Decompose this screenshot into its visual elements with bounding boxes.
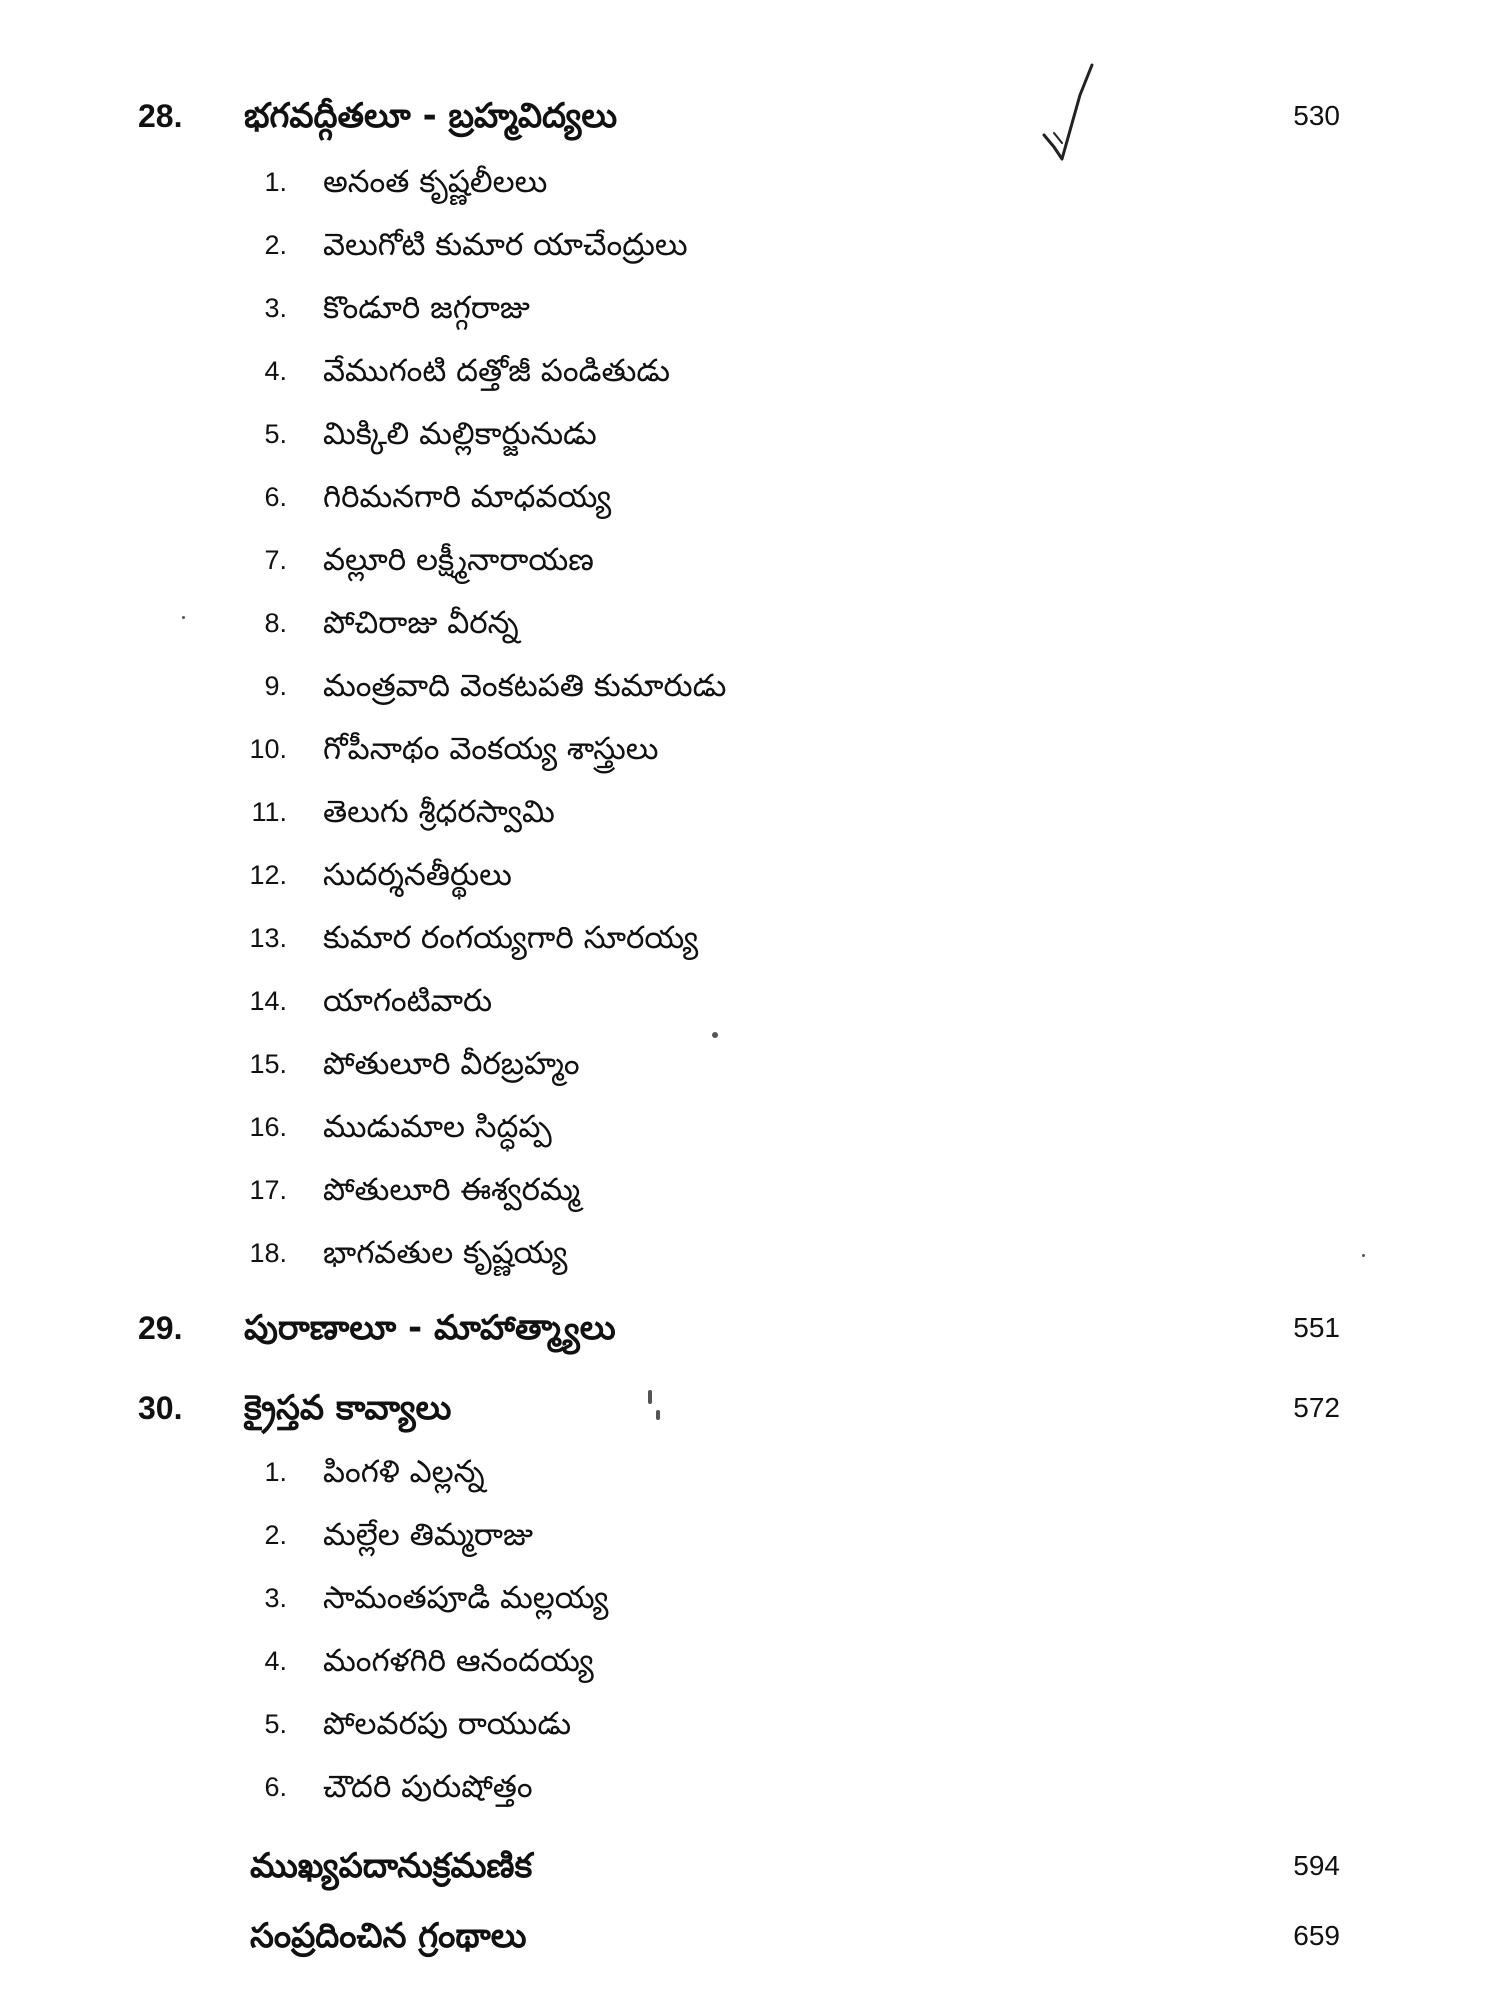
item-text: భాగవతుల కృష్ణయ్య [323, 1235, 568, 1271]
appendix-title: ముఖ్యపదానుక్రమణిక [250, 1846, 533, 1886]
appendix-title: సంప్రదించిన గ్రంథాలు [250, 1916, 527, 1956]
item-number: 6. [264, 482, 287, 512]
list-item[interactable] [0, 847, 1500, 903]
item-number: 1. [264, 167, 287, 197]
item-text: వెలుగోటి కుమార యాచేంద్రులు [323, 227, 688, 263]
item-number: 3. [264, 293, 287, 323]
item-text: ముడుమాల సిద్ధప్ప [323, 1109, 552, 1145]
section-title: భగవద్గీతలూ - బ్రహ్మవిద్యలు [244, 96, 618, 136]
item-number: 13. [249, 923, 287, 953]
item-number: 18. [249, 1238, 287, 1268]
list-item[interactable] [0, 595, 1500, 651]
item-text: మంత్రవాది వెంకటపతి కుమారుడు [323, 668, 727, 704]
item-number: 3. [264, 1583, 287, 1613]
item-text: వల్లూరి లక్ష్మీనారాయణ [323, 542, 594, 578]
page-number: 594 [1293, 1850, 1340, 1881]
item-text: మంగళగిరి ఆనందయ్య [323, 1643, 594, 1679]
list-item[interactable] [0, 1099, 1500, 1155]
list-item[interactable] [0, 406, 1500, 462]
item-text: కొండూరి జగ్గరాజు [323, 290, 530, 326]
item-text: గోపీనాథం వెంకయ్య శాస్త్రులు [323, 731, 659, 767]
list-item[interactable] [0, 217, 1500, 273]
item-number: 2. [264, 230, 287, 260]
item-number: 8. [264, 608, 287, 638]
list-item[interactable] [0, 1633, 1500, 1689]
item-number: 17. [249, 1175, 287, 1205]
page-number: 551 [1293, 1312, 1340, 1343]
list-item[interactable] [0, 784, 1500, 840]
item-number: 10. [249, 734, 287, 764]
item-text: కుమార రంగయ్యగారి సూరయ్య [323, 920, 699, 956]
section-number: 30. [138, 1390, 183, 1426]
item-text: పింగళి ఎల్లన్న [323, 1454, 485, 1490]
list-item[interactable] [0, 1759, 1500, 1815]
item-text: మల్లేల తిమ్మరాజు [323, 1517, 533, 1553]
list-item[interactable] [0, 658, 1500, 714]
list-item[interactable] [0, 469, 1500, 525]
section-number: 29. [138, 1310, 183, 1346]
list-item[interactable] [0, 721, 1500, 777]
list-item[interactable] [0, 154, 1500, 210]
item-number: 14. [249, 986, 287, 1016]
list-item[interactable] [0, 1696, 1500, 1752]
section-heading[interactable] [0, 1380, 1500, 1436]
list-item[interactable] [0, 973, 1500, 1029]
item-number: 6. [264, 1772, 287, 1802]
list-item[interactable] [0, 532, 1500, 588]
item-text: తెలుగు శ్రీధరస్వామి [323, 794, 555, 830]
item-number: 16. [249, 1112, 287, 1142]
item-text: గిరిమనగారి మాధవయ్య [323, 479, 612, 515]
section-number: 28. [138, 98, 183, 134]
list-item[interactable] [0, 1036, 1500, 1092]
list-item[interactable] [0, 1444, 1500, 1500]
item-number: 4. [264, 356, 287, 386]
item-number: 1. [264, 1457, 287, 1487]
item-text: వేముగంటి దత్తోజీ పండితుడు [323, 353, 671, 389]
section-heading[interactable] [0, 1300, 1500, 1356]
item-number: 4. [264, 1646, 287, 1676]
list-item[interactable] [0, 910, 1500, 966]
item-text: అనంత కృష్ణలీలలు [323, 164, 548, 200]
item-number: 7. [264, 545, 287, 575]
item-number: 5. [264, 419, 287, 449]
item-number: 9. [264, 671, 287, 701]
appendix-heading[interactable] [0, 1908, 1500, 1964]
item-text: మిక్కిలి మల్లికార్జునుడు [323, 416, 597, 452]
item-number: 11. [251, 797, 287, 827]
section-title: పురాణాలూ - మాహాత్మ్యాలు [244, 1308, 616, 1348]
item-text: పోచిరాజు వీరన్న [323, 605, 519, 641]
list-item[interactable] [0, 1225, 1500, 1281]
item-number: 5. [264, 1709, 287, 1739]
page-number: 530 [1293, 100, 1340, 131]
page-number: 659 [1293, 1920, 1340, 1951]
page-number: 572 [1293, 1392, 1340, 1423]
appendix-heading[interactable] [0, 1838, 1500, 1894]
item-number: 15. [249, 1049, 287, 1079]
item-text: పోతులూరి ఈశ్వరమ్మ [323, 1172, 581, 1208]
item-text: యాగంటివారు [323, 983, 493, 1019]
list-item[interactable] [0, 1507, 1500, 1563]
item-text: పోతులూరి వీరబ్రహ్మం [323, 1046, 580, 1082]
section-title: క్రైస్తవ కావ్యాలు [244, 1388, 452, 1428]
list-item[interactable] [0, 280, 1500, 336]
item-text: చౌదరి పురుషోత్తం [323, 1769, 533, 1805]
item-text: పోలవరపు రాయుడు [323, 1706, 572, 1742]
list-item[interactable] [0, 343, 1500, 399]
list-item[interactable] [0, 1570, 1500, 1626]
item-number: 12. [249, 860, 287, 890]
item-text: సుదర్శనతీర్థులు [323, 857, 512, 893]
item-number: 2. [264, 1520, 287, 1550]
section-heading[interactable] [0, 88, 1500, 144]
item-text: సామంతపూడి మల్లయ్య [323, 1580, 609, 1616]
list-item[interactable] [0, 1162, 1500, 1218]
